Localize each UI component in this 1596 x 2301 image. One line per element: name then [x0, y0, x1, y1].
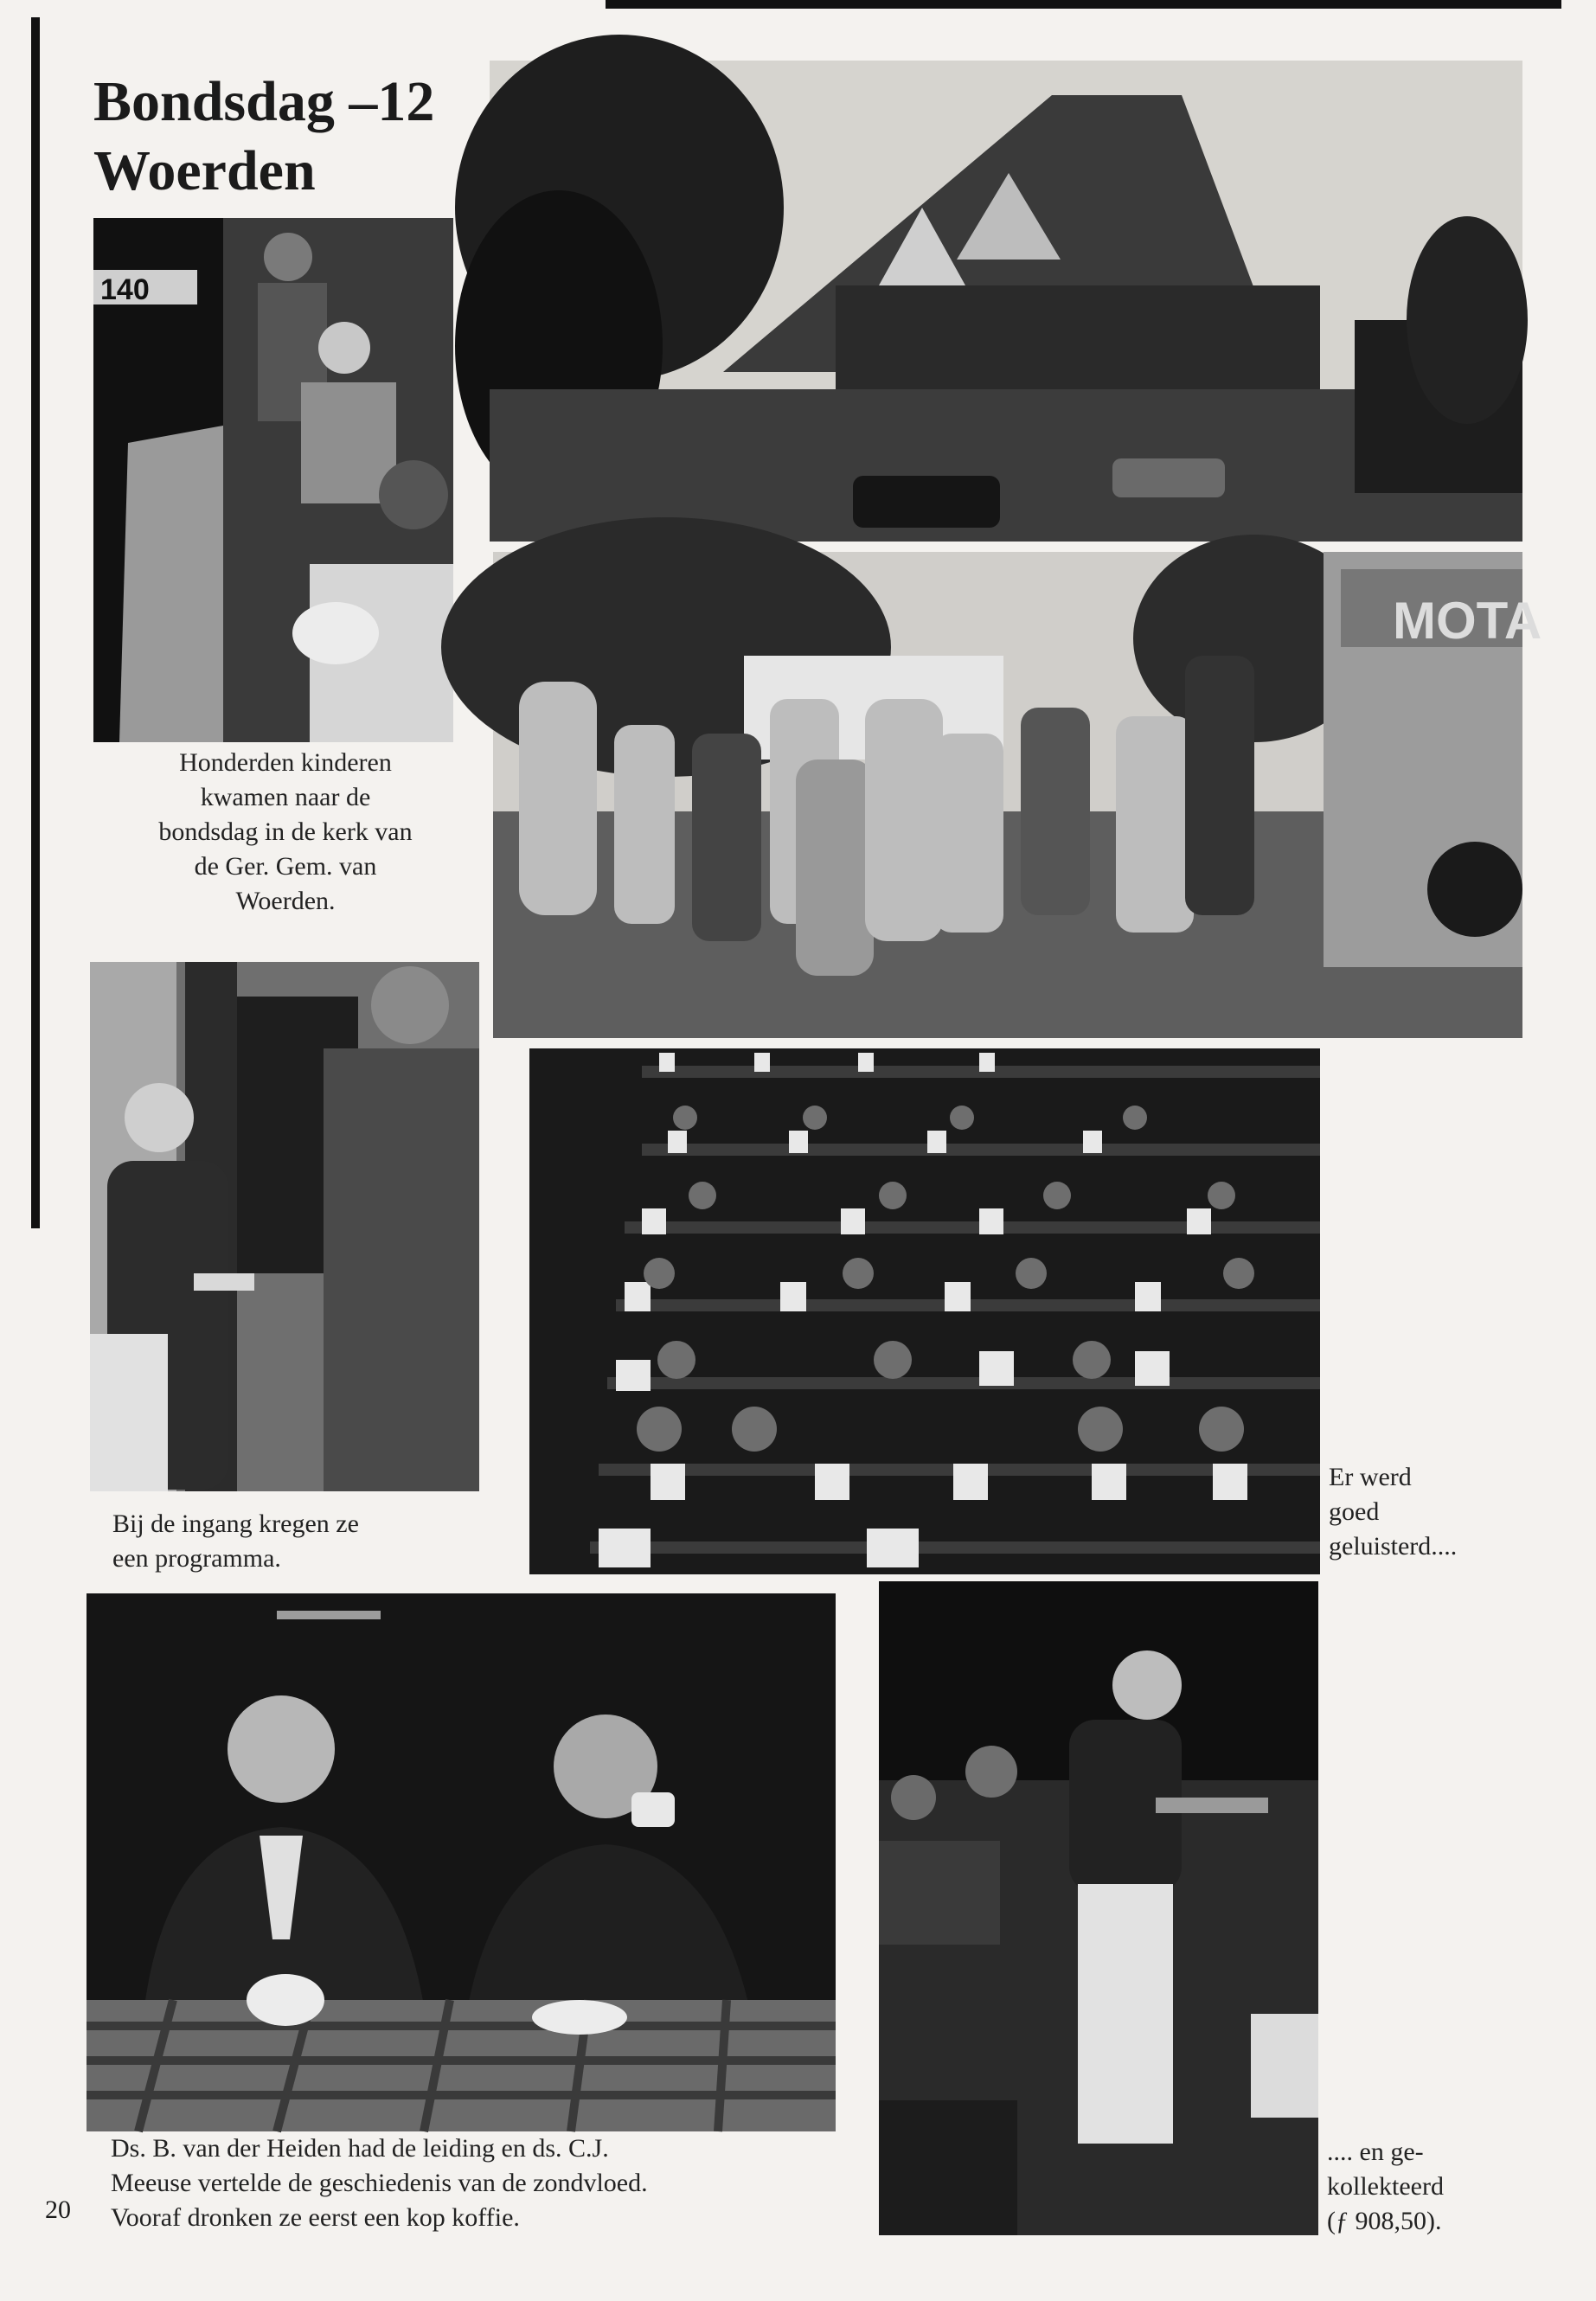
- caption-listened-line-2: goed: [1329, 1497, 1380, 1526]
- caption-entrance-line-1: Bij de ingang kregen ze: [112, 1509, 359, 1538]
- caption-children-line-1: Honderden kinderen: [179, 748, 392, 777]
- photo-ministers-coffee: [87, 1593, 836, 2131]
- bus-number-label: 140: [100, 273, 150, 306]
- bus-sign-label: MOTA: [1393, 592, 1542, 650]
- photo-group-walking: [493, 552, 1542, 1038]
- top-rule: [606, 0, 1561, 9]
- caption-children-line-3: bondsdag in de kerk van: [158, 817, 413, 846]
- caption-listened-line-3: geluisterd....: [1329, 1532, 1458, 1561]
- caption-children-line-4: de Ger. Gem. van: [194, 852, 377, 881]
- caption-children-line-2: kwamen naar de: [200, 783, 371, 811]
- caption-entrance-line-2: een programma.: [112, 1544, 281, 1573]
- page-number: 20: [45, 2195, 71, 2224]
- photo-boy-collecting: [879, 1581, 1318, 2235]
- caption-ministers-line-2: Meeuse vertelde de geschiedenis van de zondvloed.: [111, 2169, 648, 2197]
- caption-children-line-5: Woerden.: [235, 887, 336, 915]
- caption-ministers: [111, 2131, 837, 2235]
- caption-collected: [1327, 2135, 1535, 2239]
- caption-listened-line-1: Er werd: [1329, 1463, 1412, 1491]
- caption-collected-line-3: (ƒ 908,50).: [1327, 2207, 1442, 2235]
- left-rule: [31, 17, 40, 1228]
- page-title-line-2: Woerden: [93, 139, 316, 202]
- caption-collected-line-1: .... en ge-: [1327, 2138, 1424, 2166]
- photo-church-exterior: [490, 61, 1522, 542]
- caption-listened: [1329, 1460, 1536, 1564]
- page-title: [93, 67, 500, 206]
- photo-children-bus: [93, 218, 453, 742]
- photo-entrance-program: [90, 962, 479, 1491]
- caption-entrance: [112, 1507, 476, 1576]
- photo-church-audience: [529, 1048, 1320, 1574]
- caption-children: [112, 746, 458, 919]
- caption-ministers-line-1: Ds. B. van der Heiden had de leiding en ds. C.J.: [111, 2134, 609, 2163]
- caption-ministers-line-3: Vooraf dronken ze eerst een kop koffie.: [111, 2203, 520, 2232]
- page-title-line-1: Bondsdag –12: [93, 70, 435, 133]
- caption-collected-line-2: kollekteerd: [1327, 2172, 1444, 2201]
